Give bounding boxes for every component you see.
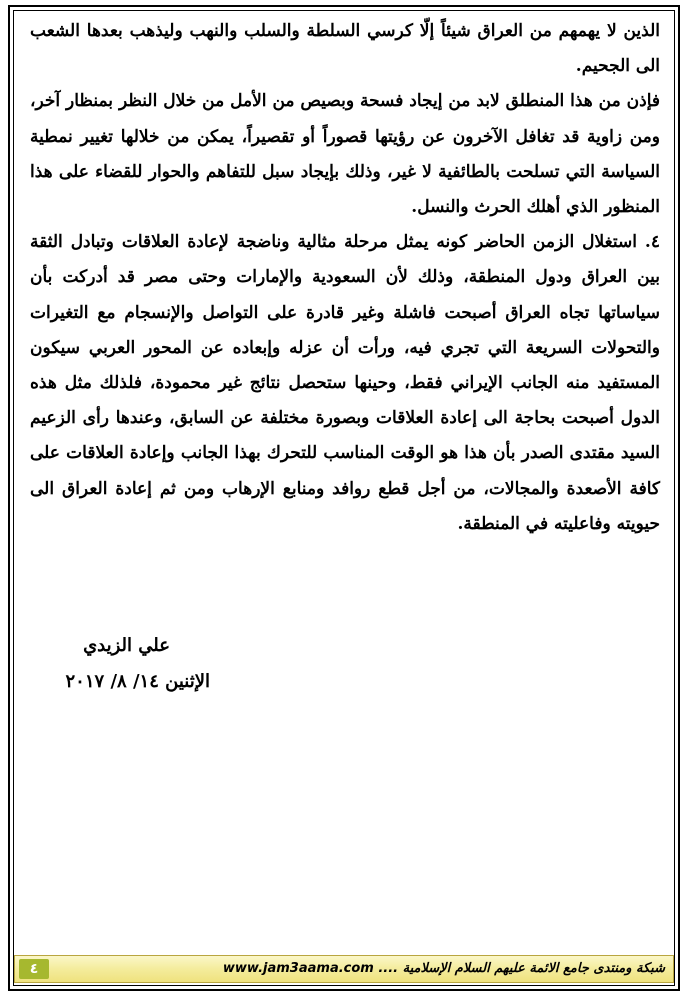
footer-bar <box>14 955 674 983</box>
paragraph-2: فإذن من هذا المنطلق لابد من إيجاد فسحة وبصيص من الأمل من خلال النظر بمنظار آخر، ومن زاوية قد تغافل الآخرون عن رؤيتها قصوراً أو تقصيراً، يمكن من خلالها تغيير نمطية السياسة التي تسلحت بالطائفية لا غير، وذلك بإيجاد سبل للتفاهم والحوار للقضاء على هذا المنظور الذي أهلك الحرث والنسل. <box>30 91 661 218</box>
paragraph-3: ٤. استغلال الزمن الحاضر كونه يمثل مرحلة مثالية وناضجة لإعادة العلاقات وتبادل الثقة بين العراق ودول المنطقة، وذلك لأن السعودية والإمارات وحتى مصر قد أدركت بأن سياساتها تجاه العراق أصبحت فاشلة وغير قادرة على التواصل والإنسجام مع التغيرات والتحولات السريعة التي تجري فيه، ورأت أن عزله وإبعاده عن المحور العربي سيكون المستفيد منه الجانب الإيراني فقط، وحينها ستحصل نتائج غير محمودة، فلذلك مثل هذه الدول أصبحت بحاجة الى إعادة العلاقات وبصورة مختلفة عن السابق، وعندها رأى الزعيم السيد مقتدى الصدر بأن هذا هو الوقت المناسب للتحرك بهذا الجانب وإعادة العلاقات على كافة الأصعدة والمجالات، من أجل قطع روافد ومنابع الإرهاب ومن ثم إعادة العراق الى حيويته وفاعليته في المنطقة. <box>30 232 660 534</box>
document-body <box>30 14 660 542</box>
signature-block <box>40 628 210 700</box>
signature-date: الإثنين ١٤/ ٨/ ٢٠١٧ <box>65 671 210 692</box>
paragraph-1: الذين لا يهمهم من العراق شيئاً إلّا كرسي السلطة والسلب والنهب وليذهب بعدها الشعب الى الجحيم. <box>30 21 660 77</box>
author-name: علي الزيدي <box>83 635 170 656</box>
page-number-badge: ٤ <box>19 959 49 979</box>
footer-site-text: شبكة ومنتدى جامع الائمة عليهم السلام الإسلامية .... www.jam3aama.com <box>222 961 665 976</box>
